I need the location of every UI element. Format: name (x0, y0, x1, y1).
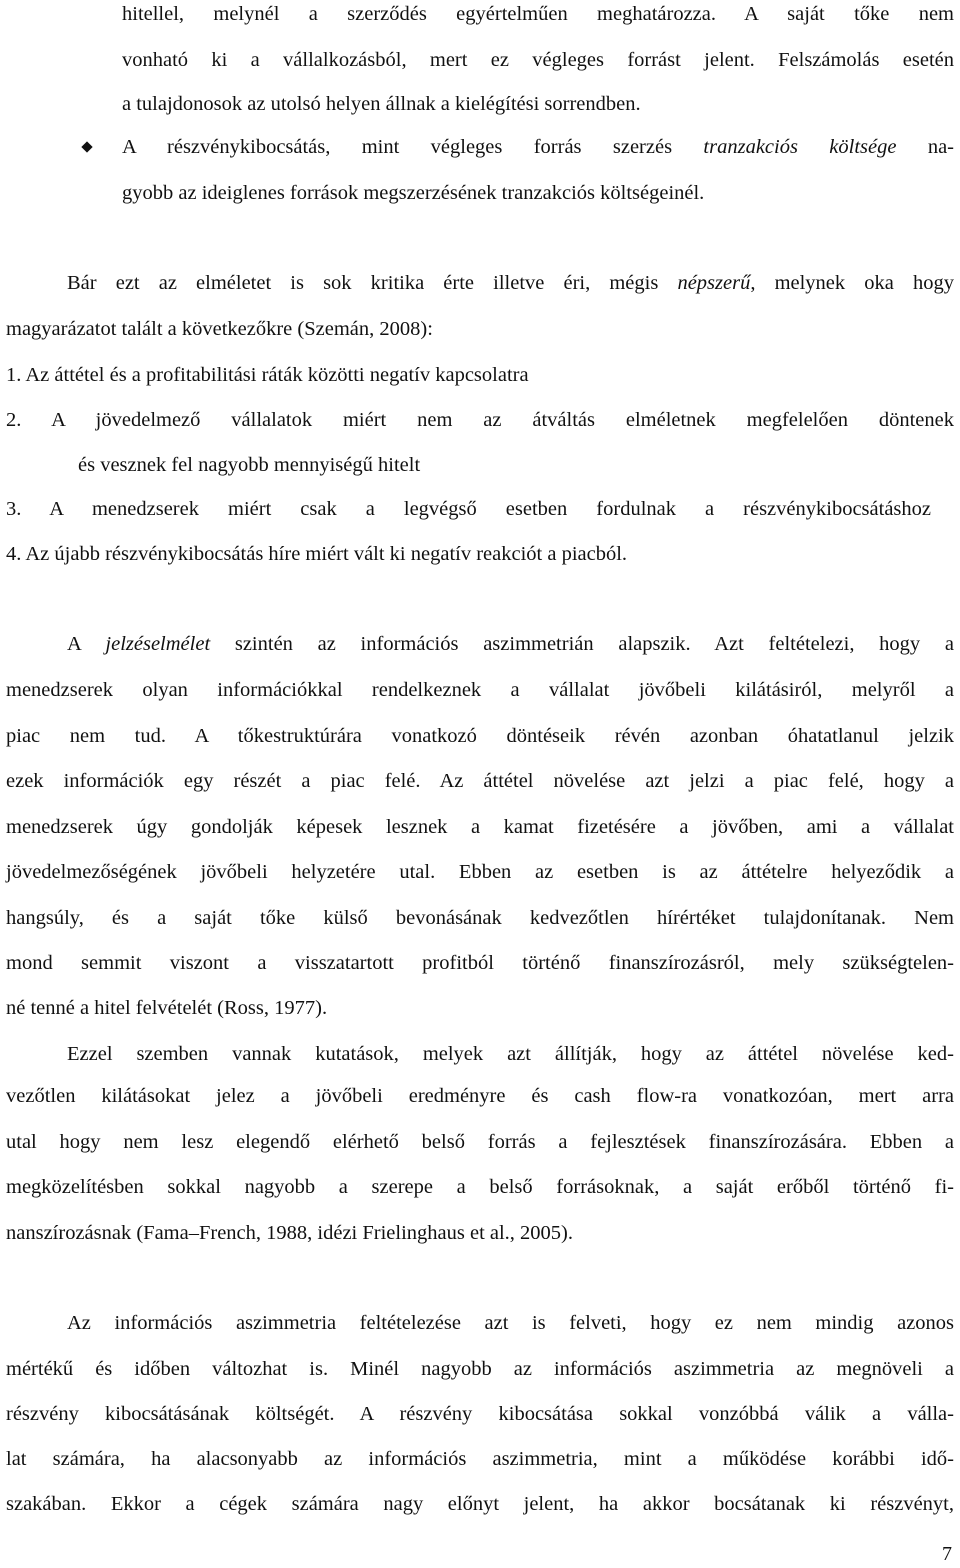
text-line: vezőtlen kilátásokat jelez a jövőbeli eredményre és cash flow-ra vonatkozóan, mert arra (6, 1085, 954, 1107)
text-line: nanszírozásnak (Fama–French, 1988, idézi Frielinghaus et al., 2005). (6, 1222, 574, 1244)
text-segment: , melynek oka hogy (750, 272, 954, 294)
text-line: hangsúly, és a saját tőke külső bevonásának kedvezőtlen hírértéket tulajdonítanak. Nem (6, 907, 954, 929)
text-line: né tenné a hitel felvételét (Ross, 1977). (6, 997, 328, 1019)
emphasis: népszerű (677, 272, 751, 294)
text-segment: Bár ezt az elméletet is sok kritika érte illetve éri, mégis (67, 272, 678, 294)
text-line (67, 631, 954, 657)
text-line: magyarázatot talált a következőkre (Szemán, 2008): (6, 318, 433, 340)
text-segment: szintén az információs aszimmetrián alapszik. Azt feltételezi, hogy a (210, 633, 954, 655)
list-item: 4. Az újabb részvénykibocsátás híre miért vált ki negatív reakciót a piacból. (6, 543, 628, 565)
text-line: megközelítésben sokkal nagyobb a szerepe a belső forrásoknak, a saját erőből történő fi- (6, 1176, 954, 1198)
list-item: 2. A jövedelmező vállalatok miért nem az átváltás elméletnek megfelelően döntenek (6, 409, 954, 431)
text-line: menedzserek úgy gondolják képesek lesznek a kamat fizetésére a jövőben, ami a vállalat (6, 816, 954, 838)
text-segment: na- (896, 136, 954, 158)
list-item-continuation: és vesznek fel nagyobb mennyiségű hitelt (78, 454, 421, 476)
text-segment: A (67, 633, 106, 655)
list-item: 1. Az áttétel és a profitabilitási ráták közötti negatív kapcsolatra (6, 364, 529, 386)
text-line: részvény kibocsátásának költségét. A részvény kibocsátása sokkal vonzóbbá válik a válla- (6, 1403, 954, 1425)
text-line: mond semmit viszont a visszatartott profitból történő finanszírozásról, mely szükségtelen- (6, 952, 954, 974)
emphasis: tranzakciós költsége (703, 136, 897, 158)
text-segment: A részvénykibocsátás, mint végleges forrás szerzés (122, 136, 704, 158)
text-line: szakában. Ekkor a cégek számára nagy előnyt jelent, ha akkor bocsátanak ki részvényt, (6, 1493, 954, 1515)
text-line: utal hogy nem lesz elegendő elérhető belső forrás a fejlesztések finanszírozására. Ebben a (6, 1131, 954, 1153)
text-line: a tulajdonosok az utolsó helyen állnak a kielégítési sorrendben. (122, 93, 641, 115)
text-line: ezek információk egy részét a piac felé. Az áttétel növelése azt jelzi a piac felé, hogy a (6, 770, 954, 792)
text-line: mértékű és időben változhat is. Minél nagyobb az információs aszimmetria az megnöveli a (6, 1358, 954, 1380)
text-line: vonható ki a vállalkozásból, mert ez végleges forrást jelent. Felszámolás esetén (122, 49, 954, 71)
emphasis: jelzéselmélet (105, 633, 211, 655)
text-line (122, 134, 954, 160)
text-line: lat számára, ha alacsonyabb az információs aszimmetria, mint a működése korábbi idő- (6, 1448, 954, 1470)
text-line: menedzserek olyan információkkal rendelkeznek a vállalat jövőbeli kilátásiról, melyről a (6, 679, 954, 701)
text-line: jövedelmezőségének jövőbeli helyzetére utal. Ebben az esetben is az áttételre helyeződik a (6, 861, 954, 883)
diamond-bullet-icon (81, 141, 92, 152)
text-line: gyobb az ideiglenes források megszerzésének tranzakciós költségeinél. (122, 182, 705, 204)
page-number: 7 (942, 1543, 952, 1565)
text-line: hitellel, melynél a szerződés egyértelműen meghatározza. A saját tőke nem (122, 3, 954, 25)
list-item: 3. A menedzserek miért csak a legvégső esetben fordulnak a részvénykibocsátáshoz (6, 498, 931, 520)
text-line: Ezzel szemben vannak kutatások, melyek azt állítják, hogy az áttétel növelése ked- (67, 1043, 954, 1065)
text-line: piac nem tud. A tőkestruktúrára vonatkozó döntéseik révén azonban óhatatlanul jelzik (6, 725, 954, 747)
text-line (67, 270, 954, 296)
text-line: Az információs aszimmetria feltételezése azt is felveti, hogy ez nem mindig azonos (67, 1312, 954, 1334)
